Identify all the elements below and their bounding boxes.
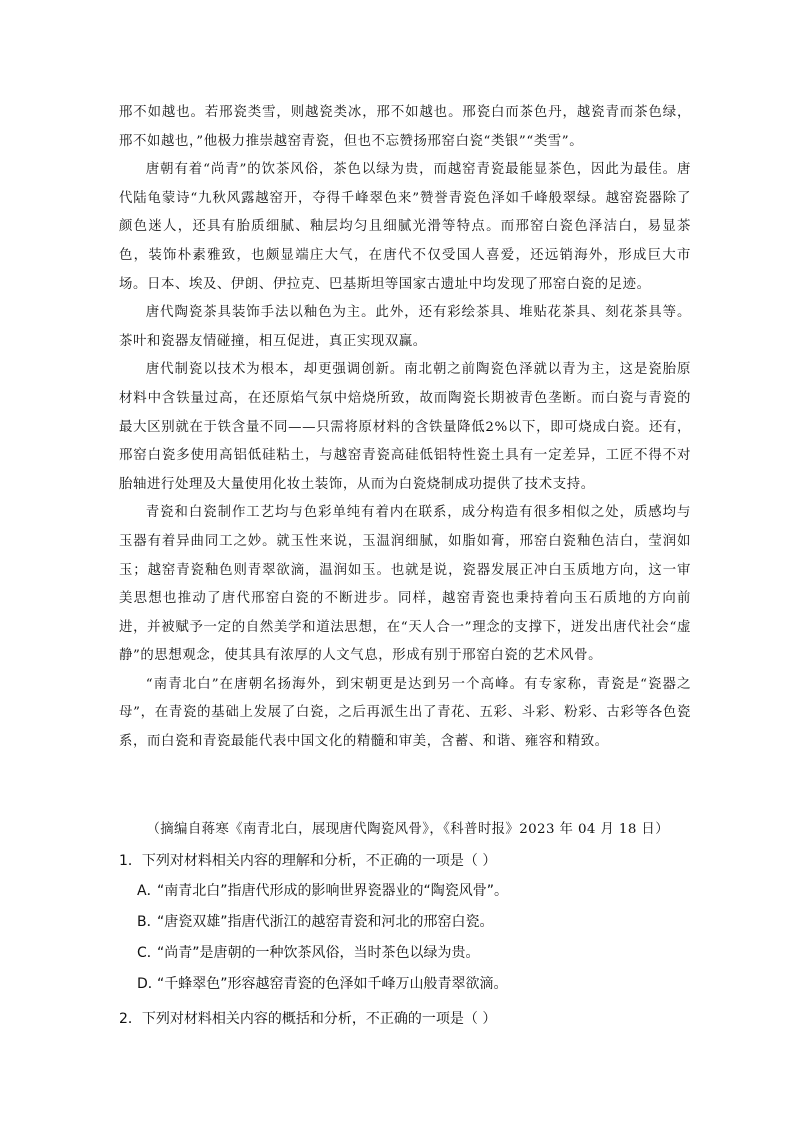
option-letter: A． [137,883,161,899]
option-d[interactable] [119,969,691,1000]
paragraph-6: “南青北白”在唐朝名扬海外，到宋朝更是达到另一个高峰。有专家称，青瓷是“瓷器之母”，在青瓷的基础上发展了白瓷，之后再派生出了青花、五彩、斗彩、粉彩、古彩等各色瓷系，而白瓷和青瓷最能代表中国文化的精髓和审美，含蓄、和谐、雍容和精致。 [119,676,691,750]
question-number: 1． [119,853,142,869]
option-text: “唐瓷双雄”指唐代浙江的越窑青瓷和河北的邢窑白瓷。 [157,914,494,930]
question-text: 下列对材料相关内容的理解和分析，不正确的一项是（ ） [141,853,497,869]
option-letter: C． [137,945,161,961]
option-text: “南青北白”指唐代形成的影响世界瓷器业的“陶瓷风骨”。 [157,883,509,899]
question-text: 下列对材料相关内容的概括和分析，不正确的一项是（ ） [141,1011,497,1027]
paragraph-1: 邢不如越也。若邢瓷类雪，则越瓷类冰，邢不如越也。邢瓷白而茶色丹，越瓷青而茶色绿，邢不如越也，”他极力推崇越窑青瓷，但也不忘赞扬邢窑白瓷“类银”“类雪”。 [119,105,691,149]
option-letter: D． [137,976,162,992]
question-number: 2． [119,1011,142,1027]
question-list [119,846,691,1034]
paragraph-2: 唐朝有着“尚青”的饮茶风俗，茶色以绿为贵，而越窑青瓷最能显茶色，因此为最佳。唐代陆龟蒙诗“九秋风露越窑开，夺得千峰翠色来”赞誉青瓷色泽如千峰般翠绿。越窑瓷器除了颜色迷人，还具有胎质细腻、釉层均匀且细腻光滑等特点。而邢窑白瓷色泽洁白，易显茶色，装饰朴素雅致，也颇显端庄大气，在唐代不仅受国人喜爱，还远销海外，形成巨大市场。日本、埃及、伊朗、伊拉克、巴基斯坦等国家古遗址中均发现了邢窑白瓷的足迹。 [119,162,691,292]
paragraph-5: 青瓷和白瓷制作工艺均与色彩单纯有着内在联系，成分构造有很多相似之处，质感均与玉器有着异曲同工之妙。就玉性来说，玉温润细腻，如脂如膏，邢窑白瓷釉色洁白，莹润如玉；越窑青瓷釉色则青翠欲滴，温润如玉。也就是说，瓷器发展正冲白玉质地方向，这一审美思想也推动了唐代邢窑白瓷的不断进步。同样，越窑青瓷也秉持着向玉石质地的方向前进，并被赋予一定的自然美学和道法思想，在“天人合一”理念的支撑下，迸发出唐代社会“虚静”的思想观念，使其具有浓厚的人文气息，形成有别于邢窑白瓷的艺术风骨。 [119,505,691,664]
option-letter: B． [137,914,161,930]
paragraph-3: 唐代陶瓷茶具装饰手法以釉色为主。此外，还有彩绘茶具、堆贴花茶具、刻花茶具等。茶叶和瓷器友情碰撞，相互促进，真正实现双赢。 [119,305,691,349]
option-text: “尚青”是唐朝的一种饮茶风俗，当时茶色以绿为贵。 [157,945,480,961]
reading-passage [119,99,691,757]
source-citation: （摘编自蒋寒《南青北白，展现唐代陶瓷风骨》，《科普时报》2023 年 04 月 18 日） [146,822,669,837]
option-b[interactable] [119,907,691,938]
paragraph-4: 唐代制瓷以技术为根本，却更强调创新。南北朝之前陶瓷色泽就以青为主，这是瓷胎原材料中含铁量过高，在还原焰气氛中焙烧所致，故而陶瓷长期被青色垄断。而白瓷与青瓷的最大区别就在于铁含量不同——只需将原材料的含铁量降低2%以下，即可烧成白瓷。还有，邢窑白瓷多使用高铝低硅粘土，与越窑青瓷高硅低铝特性瓷土具有一定差异，工匠不得不对胎轴进行处理及大量使用化妆土装饰，从而为白瓷烧制成功提供了技术支持。 [119,362,691,492]
option-c[interactable] [119,938,691,969]
option-a[interactable] [119,876,691,907]
option-text: “千蜂翠色”形容越窑青瓷的色泽如千峰万山般青翠欲滴。 [157,976,508,992]
question-2-stem [119,1004,691,1034]
question-1-stem [119,846,691,876]
